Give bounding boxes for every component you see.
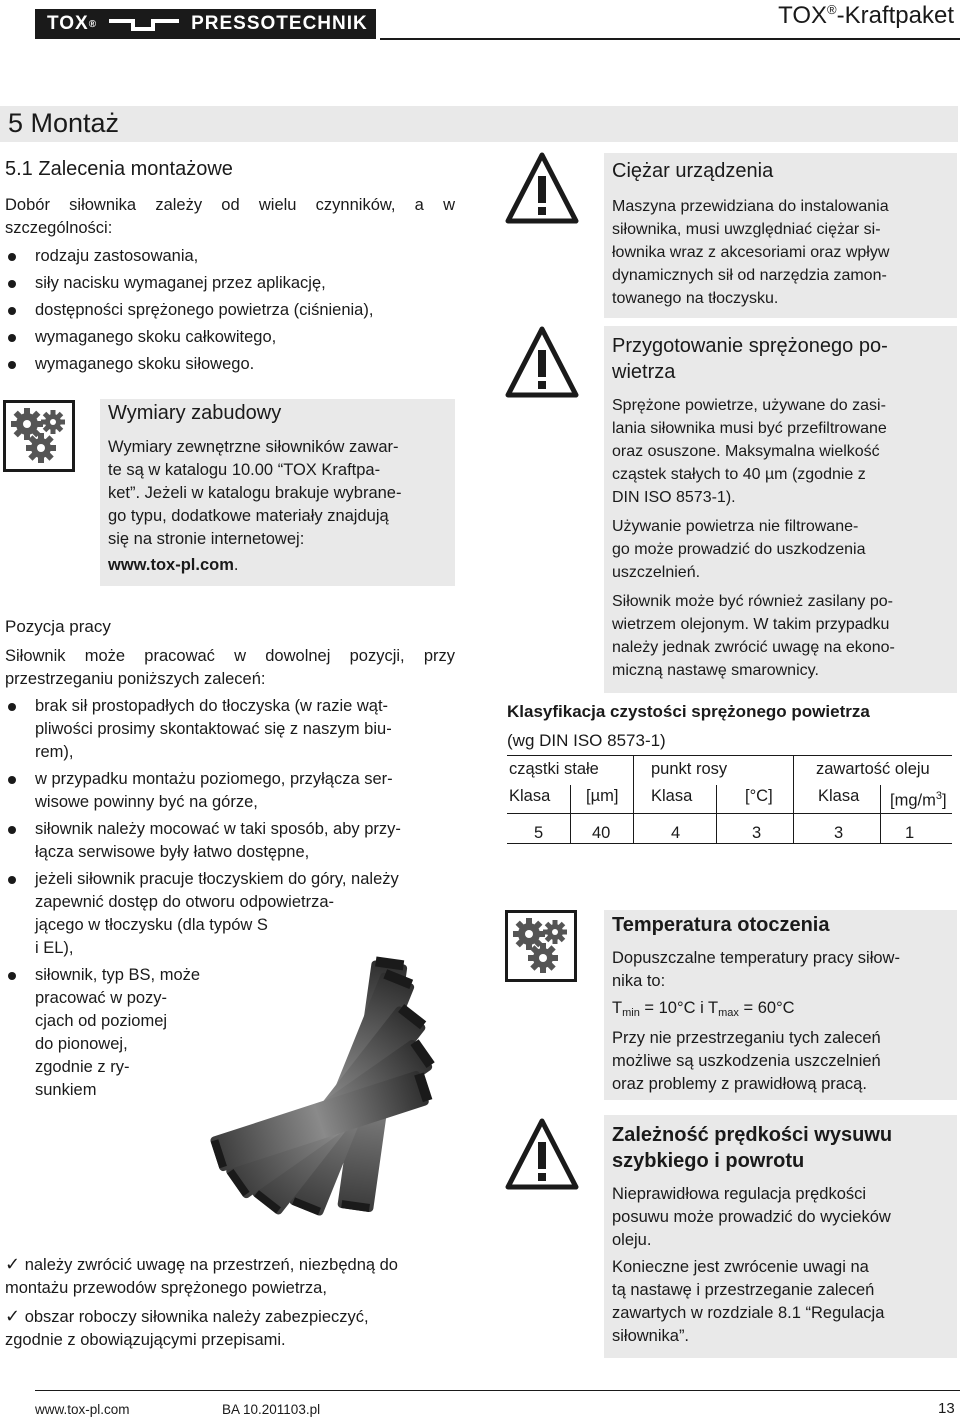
table-cell: 3 bbox=[834, 824, 844, 842]
checkmark-icon: ✓ bbox=[5, 1306, 21, 1326]
dimensions-line: ket”. Jeżeli w katalogu brakuje wybrane- bbox=[108, 484, 402, 502]
checkmark-icon: ✓ bbox=[5, 1254, 21, 1274]
table-column-header: Klasa bbox=[651, 787, 693, 805]
table-divider bbox=[880, 785, 881, 844]
website-link[interactable]: www.tox-pl.com bbox=[108, 556, 234, 574]
list-item: siłownik należy mocować w taki sposób, aby przy- łącza serwisowe były łatwo dostępne, bbox=[5, 818, 460, 864]
dimensions-text bbox=[108, 436, 453, 577]
subsection-title: 5.1 Zalecenia montażowe bbox=[5, 158, 233, 180]
table-group-header: cząstki stałe bbox=[509, 760, 599, 778]
document-title bbox=[778, 2, 954, 30]
table-cell: 5 bbox=[534, 824, 544, 842]
purity-title: Klasyfikacja czystości sprężonego powietrza bbox=[507, 702, 870, 721]
table-rule bbox=[507, 755, 952, 756]
table-rule bbox=[507, 813, 952, 814]
logo-brand: TOX bbox=[47, 13, 89, 34]
dimensions-line: te są w katalogu 10.00 “TOX Kraftpa- bbox=[108, 461, 381, 479]
warning-icon bbox=[505, 152, 579, 224]
list-item: wymaganego skoku siłowego. bbox=[5, 353, 460, 376]
dimensions-line: go typu, dodatkowe materiały znajdują bbox=[108, 507, 389, 525]
table-rule bbox=[507, 843, 952, 844]
compressed-air-text: Sprężone powietrze, używane do zasi- lania siłownika musi być przefiltrowane oraz osuszone. Maksymalna wielkość cząstek stałych to 40 µm (zgodnie z DIN ISO 8573-1). Używanie powietrza nie filtrowane- go może prowadzić do uszkodzenia uszczelnień. Siłownik może być również zasilany po- wietrzem olejonym. W takim przypadku należy jednak zwrócić uwagę na ekono- miczną nastawę smarownicy. bbox=[612, 397, 895, 679]
list-item: rodzaju zastosowania, bbox=[5, 245, 460, 268]
check-item: ✓ obszar roboczy siłownika należy zabezpieczyć, zgodnie z obowiązującymi przepisami. bbox=[5, 1306, 369, 1349]
list-item: brak sił prostopadłych do tłoczyska (w razie wąt- pliwości prosimy skontaktować się z naszym biu- rem), bbox=[5, 695, 460, 764]
speed-title: Zależność prędkości wysuwu szybkiego i powrotu bbox=[612, 1124, 893, 1172]
table-column-header: [°C] bbox=[745, 787, 773, 805]
title-suffix: -Kraftpaket bbox=[836, 2, 954, 29]
gears-icon bbox=[505, 910, 577, 982]
list-item: jeżeli siłownik pracuje tłoczyskiem do góry, należy zapewnić dostęp do otworu odpowietrza- jącego w tłoczysku (dla typów S i EL), bbox=[5, 868, 460, 960]
list-item: dostępności sprężonego powietrza (ciśnienia), bbox=[5, 299, 460, 322]
temperature-range: $T_{min} = 10^\circ C$ i $T_{max} = 60^\circ C$ bbox=[612, 999, 795, 1019]
list-item: siły nacisku wymaganej przez aplikację, bbox=[5, 272, 460, 295]
table-column-header: Klasa bbox=[818, 787, 860, 805]
footer-doc-number: BA 10.201103.pl bbox=[222, 1402, 321, 1417]
table-divider bbox=[570, 785, 571, 844]
temperature-title: Temperatura otoczenia bbox=[612, 914, 830, 936]
dimensions-title: Wymiary zabudowy bbox=[108, 402, 282, 424]
temperature-text: Dopuszczalne temperatury pracy siłow- nika to: $T_{min} = 10^\circ C$ i $T_{max} = 60^\circ C$ Przy nie przestrzeganiu tych zaleceń możliwe są uszkodzenia uszczelnień oraz problemy z prawidłową pracą. bbox=[612, 947, 955, 1096]
table-column-header: Klasa bbox=[509, 787, 551, 805]
header-rule bbox=[380, 38, 960, 40]
table-cell: 1 bbox=[905, 824, 915, 842]
table-cell: 4 bbox=[671, 824, 681, 842]
title-reg: ® bbox=[827, 2, 837, 17]
table-divider bbox=[633, 755, 634, 844]
footer-url[interactable]: www.tox-pl.com bbox=[35, 1402, 130, 1417]
list-item: siłownik, typ BS, może pracować w pozy- cjach od poziomej do pionowej, zgodnie z ry- sunkiem bbox=[5, 964, 460, 1102]
table-divider bbox=[793, 755, 794, 844]
footer-rule bbox=[35, 1390, 960, 1391]
logo-reg: ® bbox=[88, 18, 98, 30]
list-item: wymaganego skoku całkowitego, bbox=[5, 326, 460, 349]
dimensions-line: się na stronie internetowej: bbox=[108, 530, 305, 548]
table-group-header: zawartość oleju bbox=[816, 760, 930, 778]
purity-subtitle: (wg DIN ISO 8573-1) bbox=[507, 731, 666, 750]
check-item: ✓ należy zwrócić uwagę na przestrzeń, niezbędną do montażu przewodów sprężonego powietrza, bbox=[5, 1254, 398, 1297]
compressed-air-title: Przygotowanie sprężonego po- wietrza bbox=[612, 335, 888, 383]
weight-title: Ciężar urządzenia bbox=[612, 160, 774, 182]
warning-icon bbox=[505, 1118, 579, 1190]
dimensions-line: Wymiary zewnętrzne siłowników zawar- bbox=[108, 438, 399, 456]
warning-icon bbox=[505, 326, 579, 398]
weight-text: Maszyna przewidziana do instalowania siłownika, musi uwzględniać ciężar si- łownika wraz z akcesoriami oraz wpływ dynamicznych sił od narzędzia zamon- towanego na tłoczysku. bbox=[612, 198, 890, 307]
factor-list bbox=[5, 245, 460, 376]
table-column-header: [µm] bbox=[586, 787, 619, 805]
logo-company: PRESSOTECHNIK bbox=[191, 13, 368, 34]
page-number: 13 bbox=[938, 1400, 955, 1417]
speed-text: Nieprawidłowa regulacja prędkości posuwu może prowadzić do wycieków oleju. Konieczne jest zwrócenie uwagi na tą nastawę i przestrzeganie zaleceń zawartych w rozdziale 8.1 “Regulacja siłownika”. bbox=[612, 1185, 891, 1345]
working-position-title: Pozycja pracy bbox=[5, 617, 111, 636]
url-period: . bbox=[233, 556, 239, 574]
list-item: w przypadku montażu poziomego, przyłącza ser- wisowe powinny być na górze, bbox=[5, 768, 460, 814]
table-cell: 3 bbox=[752, 824, 762, 842]
table-divider bbox=[716, 785, 717, 844]
table-cell: 40 bbox=[592, 824, 611, 842]
intro-text: Dobór siłownika zależy od wielu czynników, a w szczególności: bbox=[5, 196, 455, 237]
section-title: 5 Montaż bbox=[8, 108, 120, 138]
gears-icon bbox=[3, 400, 75, 472]
working-position-intro: Siłownik może pracować w dowolnej pozycji, przy przestrzeganiu poniższych zaleceń: bbox=[5, 647, 455, 688]
cylinder-positions-illustration bbox=[205, 930, 495, 1230]
section-band bbox=[0, 106, 958, 142]
title-prefix: TOX bbox=[778, 2, 828, 29]
table-column-header: $[mg/m^3]$ bbox=[890, 790, 947, 810]
table-group-header: punkt rosy bbox=[651, 760, 728, 778]
logo-mark bbox=[109, 16, 179, 32]
company-logo bbox=[35, 9, 376, 39]
